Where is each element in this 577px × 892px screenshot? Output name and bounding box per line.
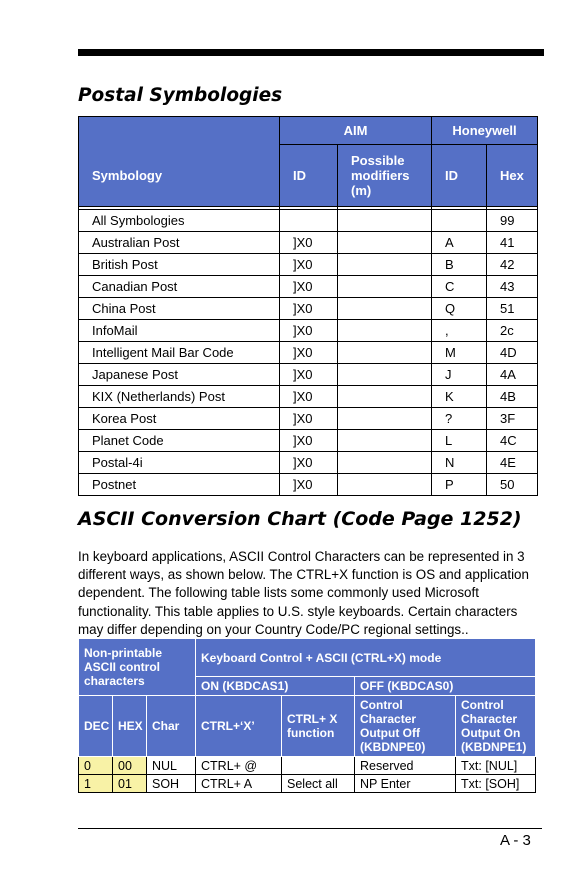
hex-cell: 4E [487,452,538,474]
header-ctrl-x: CTRL+‘X’ [196,696,282,757]
hex-cell: 4D [487,342,538,364]
hex-cell: 01 [113,775,147,793]
table-row [79,232,538,254]
header-off-kbdcas0: OFF (KBDCAS0) [355,677,536,696]
header-ctrl-function: CTRL+ X function [282,696,355,757]
aim-id-cell: ]X0 [280,232,338,254]
output-off-cell: Reserved [355,757,456,775]
modifiers-cell [338,452,432,474]
hex-cell: 41 [487,232,538,254]
symbology-cell: British Post [79,254,280,276]
ctrl-x-cell: CTRL+ @ [196,757,282,775]
page-number: A - 3 [500,832,531,849]
header-char: Char [147,696,196,757]
modifiers-cell [338,254,432,276]
header-aim: AIM [280,117,432,145]
hex-cell: 99 [487,210,538,232]
honeywell-id-cell: M [432,342,487,364]
table-row [79,452,538,474]
top-rule [78,49,544,56]
modifiers-cell [338,298,432,320]
output-on-cell: Txt: [SOH] [456,775,536,793]
table-row [79,210,538,232]
postal-section-title: Postal Symbologies [78,85,283,106]
table-row [79,775,536,793]
hex-cell: 50 [487,474,538,496]
hex-cell: 42 [487,254,538,276]
symbology-cell: KIX (Netherlands) Post [79,386,280,408]
ascii-intro-paragraph: In keyboard applications, ASCII Control Characters can be represented in 3 different ways, as shown below. The CTRL+X function is OS and application dependent. The following table lists some commonly used Microsoft functionality. This table applies to U.S. style keyboards. Certain characters may differ depending on your Country Code/PC regional settings.. [78,549,529,637]
modifiers-cell [338,408,432,430]
symbology-cell: All Symbologies [79,210,280,232]
modifiers-cell [338,276,432,298]
header-hex: Hex [487,145,538,207]
char-cell: NUL [147,757,196,775]
footer-rule [78,828,542,829]
honeywell-id-cell [432,210,487,232]
honeywell-id-cell: ? [432,408,487,430]
table-row [79,320,538,342]
hex-cell: 51 [487,298,538,320]
table-row [79,276,538,298]
header-output-off: Control Character Output Off (KBDNPE0) [355,696,456,757]
table-row [79,364,538,386]
modifiers-cell [338,320,432,342]
aim-id-cell: ]X0 [280,320,338,342]
hex-cell: 4B [487,386,538,408]
ctrl-function-cell: Select all [282,775,355,793]
modifiers-cell [338,474,432,496]
symbology-cell: Japanese Post [79,364,280,386]
symbology-cell: Intelligent Mail Bar Code [79,342,280,364]
char-cell: SOH [147,775,196,793]
aim-id-cell: ]X0 [280,364,338,386]
ascii-section-title: ASCII Conversion Chart (Code Page 1252) [78,508,522,530]
table-row [79,408,538,430]
hex-cell: 43 [487,276,538,298]
symbology-cell: Postnet [79,474,280,496]
symbology-cell: InfoMail [79,320,280,342]
header-nonprintable: Non-printable ASCII control characters [79,639,196,696]
output-on-cell: Txt: [NUL] [456,757,536,775]
hex-cell: 00 [113,757,147,775]
symbology-cell: Planet Code [79,430,280,452]
table-row [79,254,538,276]
header-honeywell-id: ID [432,145,487,207]
honeywell-id-cell: J [432,364,487,386]
aim-id-cell: ]X0 [280,430,338,452]
modifiers-cell [338,210,432,232]
dec-cell: 1 [79,775,113,793]
honeywell-id-cell: K [432,386,487,408]
aim-id-cell: ]X0 [280,386,338,408]
table-row [79,757,536,775]
honeywell-id-cell: C [432,276,487,298]
aim-id-cell: ]X0 [280,298,338,320]
aim-id-cell: ]X0 [280,452,338,474]
header-output-on: Control Character Output On (KBDNPE1) [456,696,536,757]
symbology-cell: Postal-4i [79,452,280,474]
symbology-cell: China Post [79,298,280,320]
hex-cell: 4C [487,430,538,452]
hex-cell: 4A [487,364,538,386]
symbology-cell: Korea Post [79,408,280,430]
symbology-cell: Canadian Post [79,276,280,298]
table-row [79,386,538,408]
ctrl-function-cell [282,757,355,775]
header-modifiers: Possible modifiers (m) [338,145,432,207]
aim-id-cell [280,210,338,232]
modifiers-cell [338,430,432,452]
hex-cell: 3F [487,408,538,430]
table-row [79,430,538,452]
postal-symbologies-table [78,116,538,496]
header-keyboard-mode: Keyboard Control + ASCII (CTRL+X) mode [196,639,536,677]
honeywell-id-cell: L [432,430,487,452]
honeywell-id-cell: N [432,452,487,474]
header-blank [79,117,280,145]
aim-id-cell: ]X0 [280,254,338,276]
honeywell-id-cell: A [432,232,487,254]
header-aim-id: ID [280,145,338,207]
hex-cell: 2c [487,320,538,342]
ascii-conversion-table [78,638,536,793]
symbology-cell: Australian Post [79,232,280,254]
header-dec: DEC [79,696,113,757]
honeywell-id-cell: P [432,474,487,496]
aim-id-cell: ]X0 [280,276,338,298]
aim-id-cell: ]X0 [280,408,338,430]
modifiers-cell [338,342,432,364]
ctrl-x-cell: CTRL+ A [196,775,282,793]
header-honeywell: Honeywell [432,117,538,145]
header-on-kbdcas1: ON (KBDCAS1) [196,677,355,696]
honeywell-id-cell: , [432,320,487,342]
aim-id-cell: ]X0 [280,342,338,364]
table-row [79,298,538,320]
table-row [79,342,538,364]
table-row [79,474,538,496]
modifiers-cell [338,386,432,408]
output-off-cell: NP Enter [355,775,456,793]
honeywell-id-cell: Q [432,298,487,320]
header-symbology: Symbology [79,145,280,207]
modifiers-cell [338,364,432,386]
modifiers-cell [338,232,432,254]
dec-cell: 0 [79,757,113,775]
honeywell-id-cell: B [432,254,487,276]
aim-id-cell: ]X0 [280,474,338,496]
header-hex: HEX [113,696,147,757]
